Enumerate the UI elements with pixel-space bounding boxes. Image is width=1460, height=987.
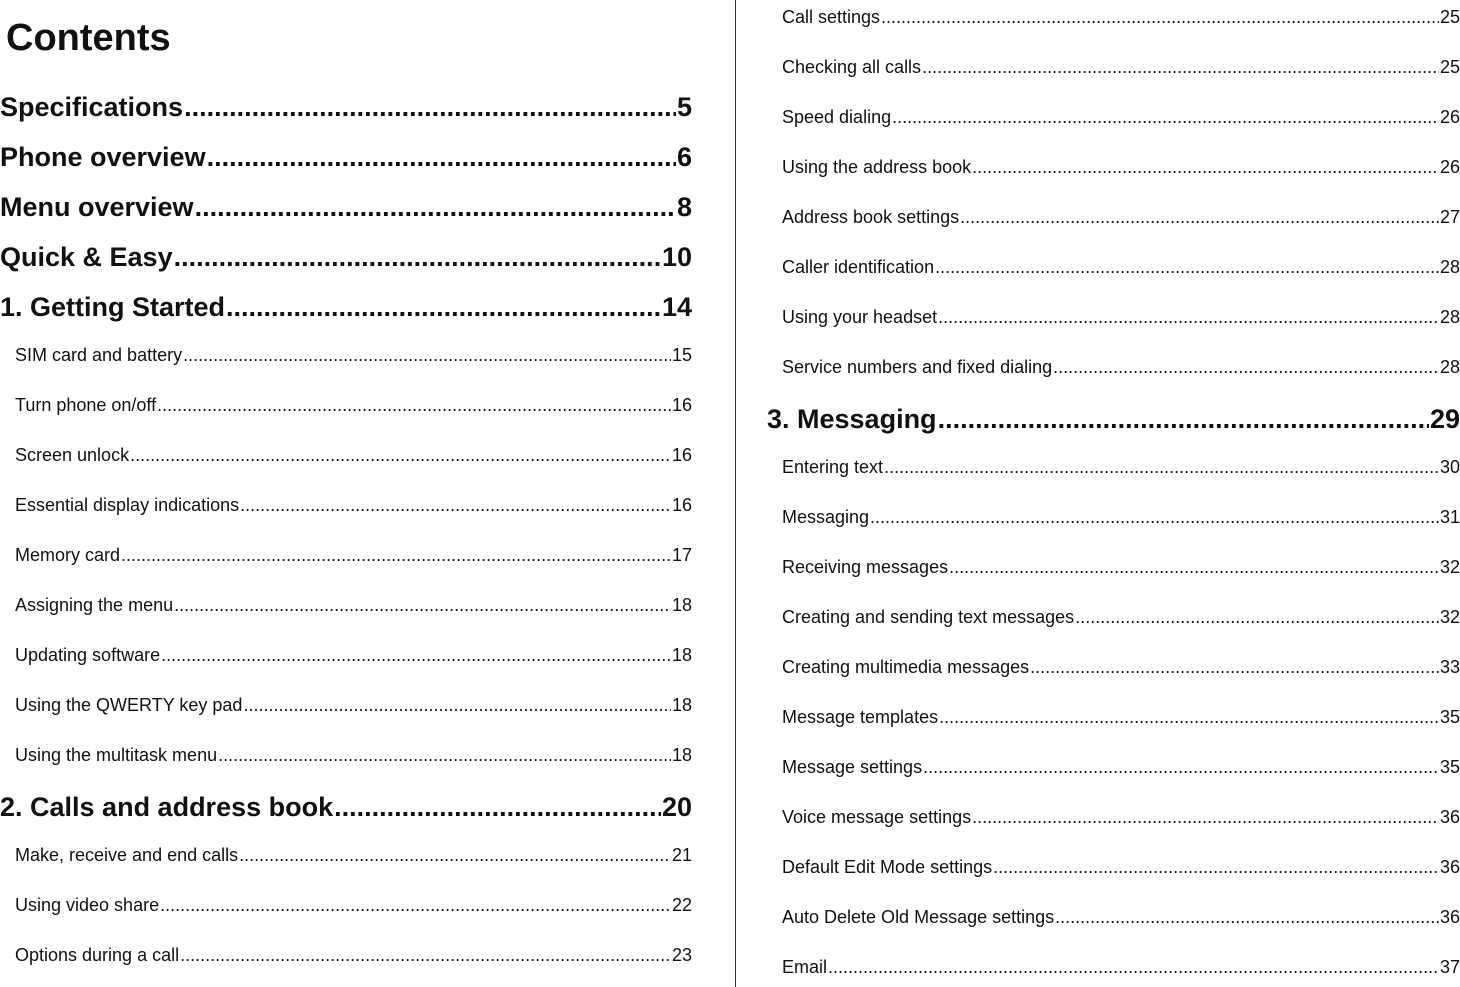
toc-section-entry[interactable] xyxy=(782,855,1460,879)
dot-leader xyxy=(130,443,671,467)
toc-entry-label: Message templates xyxy=(782,707,939,727)
toc-entry-label: Voice message settings xyxy=(782,807,972,827)
toc-page-number: 20 xyxy=(661,792,692,822)
toc-entry-label: Screen unlock xyxy=(15,445,130,465)
toc-page-number: 25 xyxy=(1439,57,1460,77)
dot-leader xyxy=(161,643,671,667)
toc-entry-label: Entering text xyxy=(782,457,884,477)
toc-entry-label: Using the QWERTY key pad xyxy=(15,695,243,715)
toc-page-number: 30 xyxy=(1439,457,1460,477)
toc-page-number: 16 xyxy=(671,495,692,515)
toc-chapter-entry[interactable] xyxy=(0,290,692,324)
dot-leader xyxy=(157,393,671,417)
toc-section-entry[interactable] xyxy=(15,693,692,717)
toc-section-entry[interactable] xyxy=(782,355,1460,379)
toc-section-entry[interactable] xyxy=(15,593,692,617)
toc-page-number: 28 xyxy=(1439,357,1460,377)
toc-entry-label: Default Edit Mode settings xyxy=(782,857,993,877)
toc-page-number: 32 xyxy=(1439,607,1460,627)
dot-leader xyxy=(174,593,671,617)
toc-page-number: 5 xyxy=(676,92,692,122)
dot-leader xyxy=(993,855,1439,879)
dot-leader xyxy=(180,943,671,967)
toc-entry-label: Options during a call xyxy=(15,945,180,965)
toc-page-number: 21 xyxy=(671,845,692,865)
toc-section-entry[interactable] xyxy=(782,105,1460,129)
toc-page-number: 18 xyxy=(671,745,692,765)
dot-leader xyxy=(160,893,671,917)
dot-leader xyxy=(881,5,1439,29)
toc-section-entry[interactable] xyxy=(15,443,692,467)
toc-page-number: 26 xyxy=(1439,157,1460,177)
toc-entry-label: Using your headset xyxy=(782,307,938,327)
toc-page-number: 18 xyxy=(671,595,692,615)
toc-page-number: 28 xyxy=(1439,257,1460,277)
toc-section-entry[interactable] xyxy=(15,393,692,417)
toc-section-entry[interactable] xyxy=(782,505,1460,529)
dot-leader xyxy=(938,402,1429,436)
toc-page-number: 31 xyxy=(1439,507,1460,527)
toc-entry-label: Phone overview xyxy=(0,142,206,172)
toc-page-number: 36 xyxy=(1439,807,1460,827)
toc-page-number: 17 xyxy=(671,545,692,565)
toc-section-entry[interactable] xyxy=(15,493,692,517)
toc-entry-label: Email xyxy=(782,957,828,977)
dot-leader xyxy=(922,55,1439,79)
dot-leader xyxy=(972,805,1439,829)
toc-page-number: 14 xyxy=(661,292,692,322)
toc-chapter-entry[interactable] xyxy=(0,240,692,274)
toc-section-entry[interactable] xyxy=(15,893,692,917)
page-divider xyxy=(735,0,736,987)
dot-leader xyxy=(949,555,1439,579)
dot-leader xyxy=(938,305,1439,329)
toc-page-number: 35 xyxy=(1439,707,1460,727)
toc-chapter-entry[interactable] xyxy=(0,790,692,824)
dot-leader xyxy=(184,90,676,124)
toc-page-number: 16 xyxy=(671,445,692,465)
toc-entry-label: Auto Delete Old Message settings xyxy=(782,907,1055,927)
toc-entry-label: Address book settings xyxy=(782,207,960,227)
toc-page-number: 6 xyxy=(676,142,692,172)
toc-entry-label: Essential display indications xyxy=(15,495,240,515)
toc-entry-label: Caller identification xyxy=(782,257,935,277)
toc-section-entry[interactable] xyxy=(782,255,1460,279)
dot-leader xyxy=(183,343,671,367)
dot-leader xyxy=(870,505,1439,529)
toc-page-number: 10 xyxy=(661,242,692,272)
toc-section-entry[interactable] xyxy=(782,905,1460,929)
toc-section-entry[interactable] xyxy=(782,755,1460,779)
toc-chapter-entry[interactable] xyxy=(767,402,1460,436)
toc-page-number: 22 xyxy=(671,895,692,915)
toc-entry-label: Using the address book xyxy=(782,157,972,177)
dot-leader xyxy=(939,705,1439,729)
toc-entry-label: Memory card xyxy=(15,545,121,565)
toc-page-number: 35 xyxy=(1439,757,1460,777)
toc-section-entry[interactable] xyxy=(782,305,1460,329)
dot-leader xyxy=(334,790,661,824)
toc-section-entry[interactable] xyxy=(782,155,1460,179)
toc-section-entry[interactable] xyxy=(15,843,692,867)
toc-section-entry[interactable] xyxy=(782,605,1460,629)
toc-section-entry[interactable] xyxy=(782,205,1460,229)
dot-leader xyxy=(218,743,671,767)
toc-chapter-entry[interactable] xyxy=(0,90,692,124)
toc-page-number: 37 xyxy=(1439,957,1460,977)
toc-page-number: 36 xyxy=(1439,907,1460,927)
toc-section-entry[interactable] xyxy=(15,543,692,567)
toc-page-number: 27 xyxy=(1439,207,1460,227)
dot-leader xyxy=(892,105,1439,129)
toc-page-number: 26 xyxy=(1439,107,1460,127)
toc-page-number: 33 xyxy=(1439,657,1460,677)
toc-entry-label: Menu overview xyxy=(0,192,194,222)
toc-entry-label: Quick & Easy xyxy=(0,242,173,272)
toc-page-number: 28 xyxy=(1439,307,1460,327)
toc-section-entry[interactable] xyxy=(15,343,692,367)
toc-section-entry[interactable] xyxy=(782,655,1460,679)
dot-leader xyxy=(240,493,671,517)
toc-section-entry[interactable] xyxy=(15,743,692,767)
toc-section-entry[interactable] xyxy=(15,943,692,967)
toc-entry-label: Using the multitask menu xyxy=(15,745,218,765)
dot-leader xyxy=(1053,355,1439,379)
toc-page-number: 18 xyxy=(671,695,692,715)
right-page xyxy=(760,0,1460,987)
contents-title: Contents xyxy=(6,17,171,59)
toc-page-number: 8 xyxy=(676,192,692,222)
toc-page-number: 25 xyxy=(1439,7,1460,27)
toc-entry-label: SIM card and battery xyxy=(15,345,183,365)
toc-entry-label: Service numbers and fixed dialing xyxy=(782,357,1053,377)
toc-section-entry[interactable] xyxy=(782,555,1460,579)
dot-leader xyxy=(207,140,676,174)
toc-entry-label: Updating software xyxy=(15,645,161,665)
toc-section-entry[interactable] xyxy=(782,805,1460,829)
toc-entry-label: 1. Getting Started xyxy=(0,292,226,322)
toc-entry-label: Speed dialing xyxy=(782,107,892,127)
toc-entry-label: 3. Messaging xyxy=(767,404,937,434)
dot-leader xyxy=(1055,905,1439,929)
left-page xyxy=(0,0,700,987)
toc-section-entry[interactable] xyxy=(15,643,692,667)
toc-page-number: 23 xyxy=(671,945,692,965)
toc-entry-label: Creating multimedia messages xyxy=(782,657,1030,677)
toc-section-entry[interactable] xyxy=(782,955,1460,979)
toc-entry-label: Using video share xyxy=(15,895,160,915)
toc-entry-label: Receiving messages xyxy=(782,557,949,577)
dot-leader xyxy=(828,955,1439,979)
toc-entry-label: Messaging xyxy=(782,507,870,527)
toc-entry-label: Turn phone on/off xyxy=(15,395,157,415)
dot-leader xyxy=(195,190,676,224)
toc-section-entry[interactable] xyxy=(782,55,1460,79)
dot-leader xyxy=(239,843,671,867)
dot-leader xyxy=(1030,655,1439,679)
dot-leader xyxy=(972,155,1439,179)
toc-chapter-entry[interactable] xyxy=(0,190,692,224)
toc-page-number: 36 xyxy=(1439,857,1460,877)
toc-section-entry[interactable] xyxy=(782,5,1460,29)
dot-leader xyxy=(121,543,671,567)
dot-leader xyxy=(960,205,1439,229)
toc-section-entry[interactable] xyxy=(782,705,1460,729)
toc-entry-label: Specifications xyxy=(0,92,184,122)
dot-leader xyxy=(174,240,661,274)
dot-leader xyxy=(243,693,671,717)
toc-entry-label: Checking all calls xyxy=(782,57,922,77)
dot-leader xyxy=(1075,605,1439,629)
toc-page-number: 32 xyxy=(1439,557,1460,577)
dot-leader xyxy=(884,455,1439,479)
toc-entry-label: Assigning the menu xyxy=(15,595,174,615)
toc-page-number: 15 xyxy=(671,345,692,365)
toc-page-number: 29 xyxy=(1429,404,1460,434)
toc-section-entry[interactable] xyxy=(782,455,1460,479)
dot-leader xyxy=(226,290,661,324)
toc-page-number: 18 xyxy=(671,645,692,665)
toc-entry-label: Make, receive and end calls xyxy=(15,845,239,865)
dot-leader xyxy=(923,755,1439,779)
toc-entry-label: Message settings xyxy=(782,757,923,777)
toc-entry-label: 2. Calls and address book xyxy=(0,792,334,822)
toc-page-number: 16 xyxy=(671,395,692,415)
toc-entry-label: Creating and sending text messages xyxy=(782,607,1075,627)
toc-chapter-entry[interactable] xyxy=(0,140,692,174)
dot-leader xyxy=(935,255,1439,279)
toc-entry-label: Call settings xyxy=(782,7,881,27)
